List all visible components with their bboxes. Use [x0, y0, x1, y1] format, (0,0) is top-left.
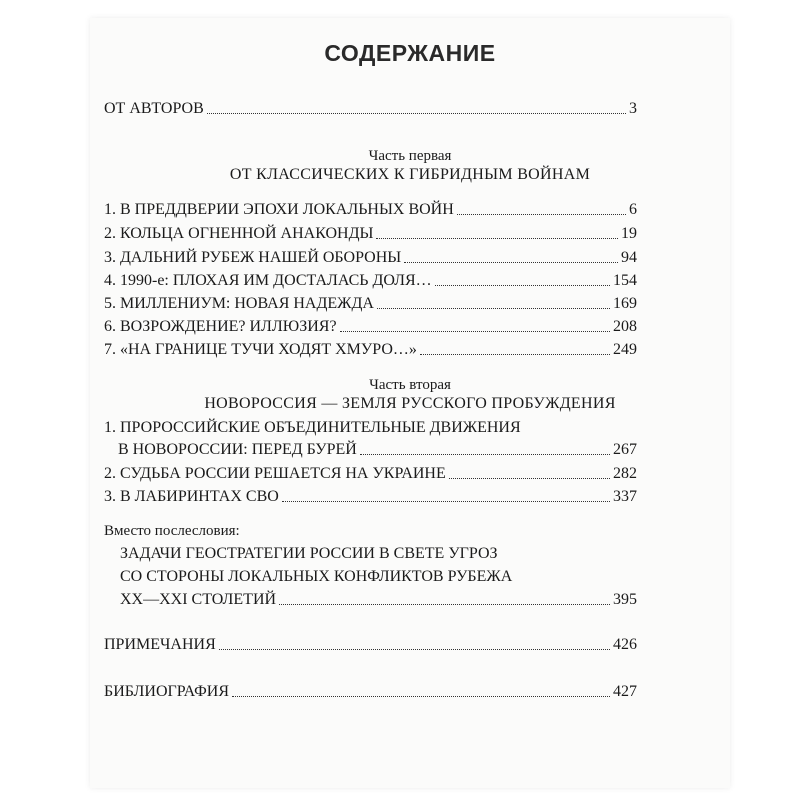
page-heading: СОДЕРЖАНИЕ: [324, 40, 496, 66]
toc-entry-title: 1. В ПРЕДДВЕРИИ ЭПОХИ ЛОКАЛЬНЫХ ВОЙН: [104, 201, 454, 218]
toc-entry-title: 3. ДАЛЬНИЙ РУБЕЖ НАШЕЙ ОБОРОНЫ: [104, 249, 402, 266]
toc-entry-page: 154: [613, 272, 637, 289]
toc-entry-title: В НОВОРОССИИ: ПЕРЕД БУРЕЙ: [118, 441, 357, 458]
afterword-line2: СО СТОРОНЫ ЛОКАЛЬНЫХ КОНФЛИКТОВ РУБЕЖА: [120, 568, 513, 585]
dot-leader: [376, 238, 618, 239]
toc-entry-page: 249: [613, 341, 637, 358]
toc-entry-page: 19: [621, 225, 637, 242]
afterword-label: Вместо послесловия:: [104, 523, 240, 539]
afterword-line1: ЗАДАЧИ ГЕОСТРАТЕГИИ РОССИИ В СВЕТЕ УГРОЗ: [120, 545, 498, 562]
toc-entry-part2-ch2: [104, 462, 637, 484]
toc-entry-afterword: [120, 588, 637, 610]
toc-entry-page: 337: [613, 488, 637, 505]
dot-leader: [207, 113, 626, 114]
toc-entry-part1-ch5: [104, 292, 637, 314]
dot-leader: [232, 696, 610, 697]
toc-entry-bibliography: [104, 680, 637, 702]
toc-entry-title: 2. КОЛЬЦА ОГНЕННОЙ АНАКОНДЫ: [104, 225, 374, 242]
toc-entry-title: 4. 1990-е: ПЛОХАЯ ИМ ДОСТАЛАСЬ ДОЛЯ…: [104, 272, 432, 289]
toc-entry-page: 3: [629, 100, 637, 117]
toc-entry-part1-ch3: [104, 246, 637, 268]
toc-entry-page: 267: [613, 441, 637, 458]
dot-leader: [340, 331, 610, 332]
toc-entry-notes: [104, 633, 637, 655]
toc-entry-part1-ch6: [104, 315, 637, 337]
dot-leader: [449, 478, 610, 479]
toc-entry-part1-ch7: [104, 338, 637, 360]
toc-entry-part2-ch1-line1: 1. ПРОРОССИЙСКИЕ ОБЪЕДИНИТЕЛЬНЫЕ ДВИЖЕНИЯ: [104, 419, 521, 436]
dot-leader: [279, 604, 610, 605]
part2-label: Часть вторая: [369, 377, 451, 393]
toc-entry-page: 426: [613, 636, 637, 653]
part2-title: НОВОРОССИЯ — ЗЕМЛЯ РУССКОГО ПРОБУЖДЕНИЯ: [204, 395, 616, 412]
toc-entry-title: 5. МИЛЛЕНИУМ: НОВАЯ НАДЕЖДА: [104, 295, 374, 312]
toc-entry-title: ОТ АВТОРОВ: [104, 100, 204, 117]
toc-entry-part2-ch3: [104, 485, 637, 507]
dot-leader: [457, 214, 626, 215]
book-page: [90, 18, 730, 788]
toc-entry-title: XX—XXI СТОЛЕТИЙ: [120, 591, 277, 608]
toc-entry-title: 3. В ЛАБИРИНТАХ СВО: [104, 488, 279, 505]
dot-leader: [219, 649, 610, 650]
toc-entry-title: 6. ВОЗРОЖДЕНИЕ? ИЛЛЮЗИЯ?: [104, 318, 337, 335]
toc-entry-page: 94: [621, 249, 637, 266]
part1-label: Часть первая: [368, 148, 452, 164]
toc-entry-title: БИБЛИОГРАФИЯ: [104, 683, 230, 700]
toc-entry-intro: [104, 97, 637, 119]
dot-leader: [360, 454, 610, 455]
dot-leader: [404, 262, 618, 263]
toc-entry-page: 208: [613, 318, 637, 335]
toc-entry-page: 282: [613, 465, 637, 482]
dot-leader: [377, 308, 610, 309]
dot-leader: [420, 354, 610, 355]
toc-entry-page: 6: [629, 201, 637, 218]
toc-entry-part2-ch1: [118, 438, 637, 460]
toc-entry-part1-ch4: [104, 269, 637, 291]
dot-leader: [282, 501, 610, 502]
toc-entry-title: 7. «НА ГРАНИЦЕ ТУЧИ ХОДЯТ ХМУРО…»: [104, 341, 417, 358]
toc-entry-title: 2. СУДЬБА РОССИИ РЕШАЕТСЯ НА УКРАИНЕ: [104, 465, 446, 482]
toc-entry-part1-ch1: [104, 198, 637, 220]
part1-title: ОТ КЛАССИЧЕСКИХ К ГИБРИДНЫМ ВОЙНАМ: [229, 166, 591, 183]
dot-leader: [435, 285, 610, 286]
toc-entry-page: 427: [613, 683, 637, 700]
toc-entry-page: 395: [613, 591, 637, 608]
toc-entry-page: 169: [613, 295, 637, 312]
toc-entry-part1-ch2: [104, 222, 637, 244]
toc-entry-title: ПРИМЕЧАНИЯ: [104, 636, 216, 653]
